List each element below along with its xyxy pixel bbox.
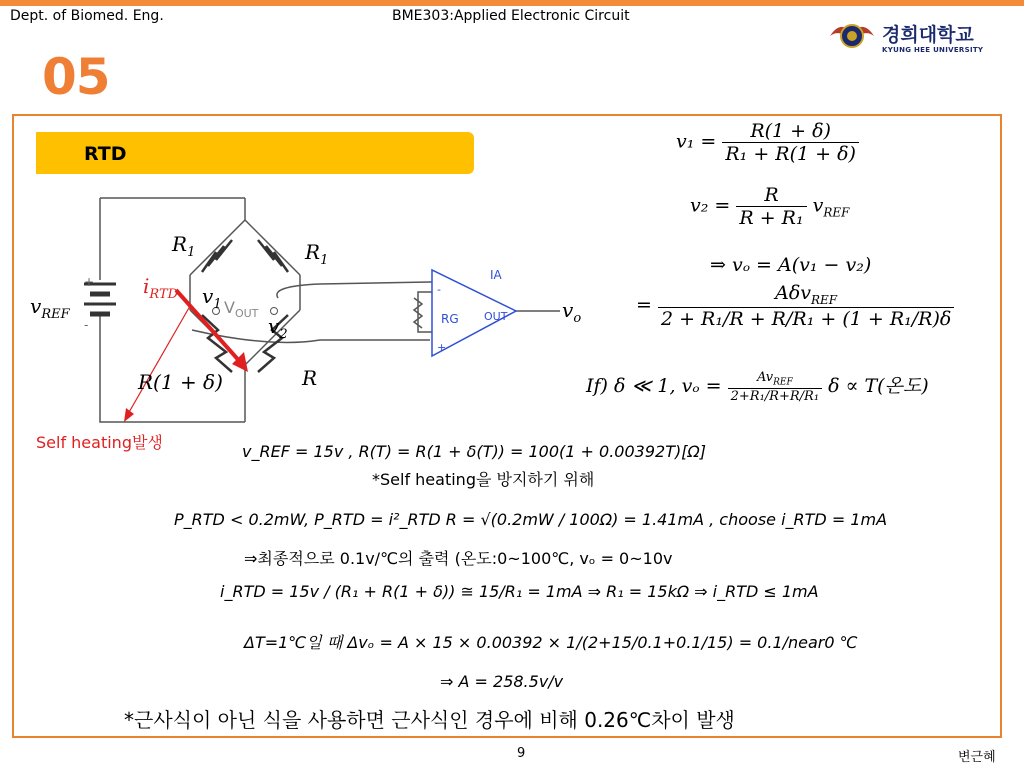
vout-label: $V_{OUT}$ (224, 298, 259, 321)
v1-label: $v_1$ (202, 284, 222, 312)
university-emblem-icon (826, 14, 878, 58)
self-heating-label: Self heating발생 (36, 433, 163, 452)
r-bottom-right-label: R (302, 366, 318, 390)
university-logo (826, 14, 1006, 58)
slide-number: 05 (42, 48, 110, 106)
page-number: 9 (517, 746, 526, 761)
eq-rtd-resistance: v_REF = 15v , R(T) = R(1 + δ(T)) = 100(1 + 0.00392T)[Ω] (242, 442, 706, 461)
header-department: Dept. of Biomed. Eng. (10, 8, 164, 24)
eq-power-limit: P_RTD < 0.2mW, P_RTD = i²_RTD R = √(0.2mW / 100Ω) = 1.41mA , choose i_RTD = 1mA (174, 510, 888, 529)
author-name: 변근혜 (958, 750, 996, 765)
logo-korean-name: 경희대학교 (882, 24, 974, 46)
rtd-bridge-circuit (20, 180, 600, 460)
r1-left-label: $R_1$ (172, 232, 196, 260)
vref-label: $v_{REF}$ (30, 294, 70, 322)
eq-delta-vo: ΔT=1℃일 때 Δvₒ = A × 15 × 0.00392 × 1/(2+15/0.1+0.1/15) = 0.1/near0 ℃ (244, 633, 858, 652)
battery-plus-sign: + (84, 275, 95, 289)
section-title: RTD (84, 143, 127, 165)
amp-minus-label: - (437, 283, 441, 296)
rg-label: RG (441, 312, 459, 326)
ia-label: IA (490, 268, 502, 282)
eq-v1: v₁ = $\frac{R(1 + \delta)}{\text{R₁ + R(1 + δ)}}$ (676, 120, 859, 165)
eq-irtd-r1: i_RTD = 15v / (R₁ + R(1 + δ)) ≅ 15/R₁ = 1mA ⇒ R₁ = 15kΩ ⇒ i_RTD ≤ 1mA (220, 582, 819, 601)
rtd-resistor-label: R(1 + δ) (138, 370, 223, 394)
note-prevent-self-heating: *Self heating을 방지하기 위해 (372, 470, 595, 489)
battery-minus-sign: - (84, 318, 89, 332)
v2-label: $v_2$ (268, 314, 288, 342)
eq-vo-full: = $\frac{A\delta v_{REF}}{\text{2 + R₁/R + R/R₁ + (1 + R₁/R)δ}}$ (636, 282, 954, 330)
eq-v2: v₂ = $\frac{R}{\text{R + R₁}}$ $v_{REF}$ (690, 184, 850, 229)
header-course: BME303:Applied Electronic Circuit (392, 8, 630, 24)
vo-label: $v_o$ (562, 298, 582, 326)
top-accent-bar (0, 0, 1024, 6)
eq-vo-difference: ⇒ vₒ = A(v₁ − v₂) (710, 254, 872, 276)
amp-plus-label: + (437, 341, 447, 354)
note-output-range: ⇒최종적으로 0.1v/℃의 출력 (온도:0~100℃, vₒ = 0~10v (244, 549, 673, 568)
amp-out-label: OUT (484, 310, 508, 323)
section-title-bar (36, 132, 474, 174)
footnote: *근사식이 아닌 식을 사용하면 근사식인 경우에 비해 0.26℃차이 발생 (124, 708, 735, 732)
irtd-label: $i_{RTD}$ (143, 274, 179, 302)
eq-gain-result: ⇒ A = 258.5v/v (440, 672, 564, 691)
r1-right-label: $R_1$ (305, 240, 329, 268)
logo-english-name: KYUNG HEE UNIVERSITY (882, 46, 984, 54)
eq-approximation: If) δ ≪ 1, vₒ = $\frac{Av_{REF}}{\text{2+R₁/R+R/R₁}}$ δ ∝ T(온도) (586, 370, 929, 404)
